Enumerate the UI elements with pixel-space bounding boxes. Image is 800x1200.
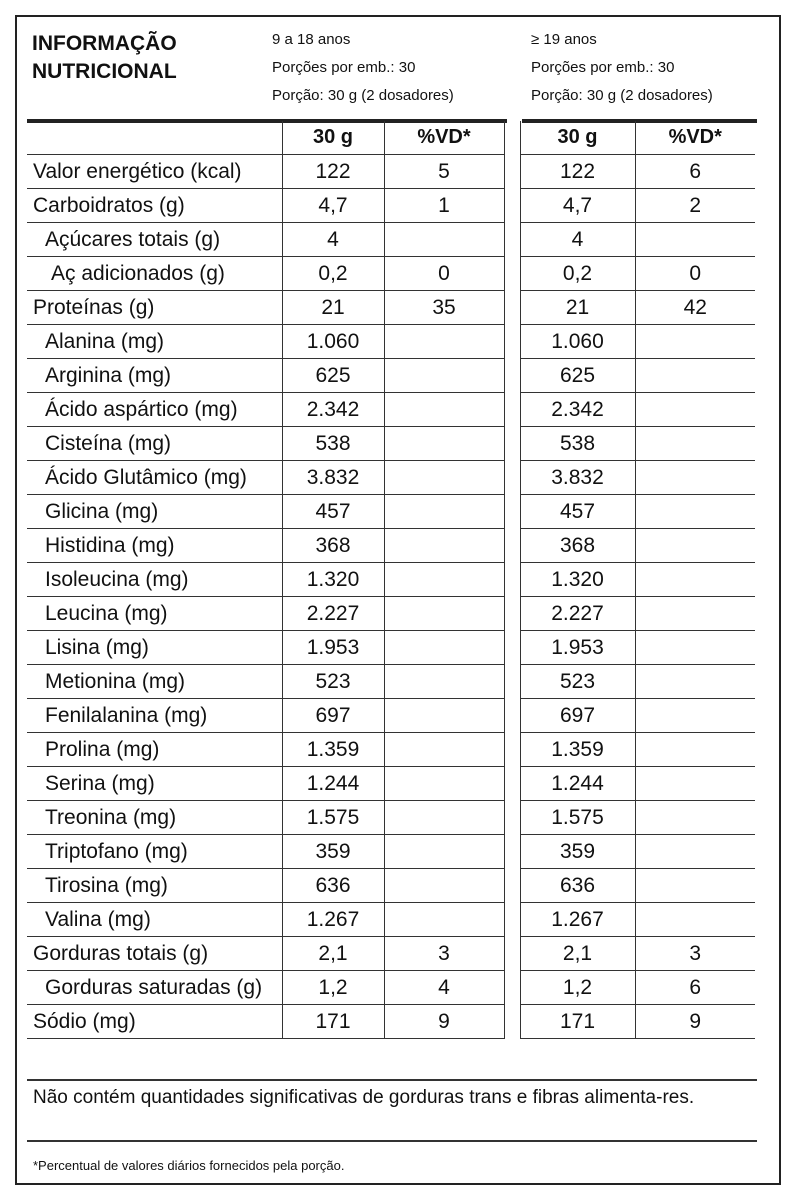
amount-group-1: 625 [282, 359, 384, 393]
amount-group-2: 4,7 [520, 189, 635, 223]
vd-group-1 [384, 461, 504, 495]
vd-group-2 [635, 665, 755, 699]
table-row [27, 971, 755, 1005]
vd-group-2 [635, 733, 755, 767]
table-row [27, 869, 755, 903]
column-gap [504, 359, 520, 393]
group-1-age: 9 a 18 anos [272, 31, 351, 48]
nutrient-label: Leucina (mg) [27, 597, 282, 631]
nutrient-label: Histidina (mg) [27, 529, 282, 563]
table-row [27, 631, 755, 665]
table-row [27, 325, 755, 359]
nutrient-label: Carboidratos (g) [27, 189, 282, 223]
vd-group-1: 9 [384, 1005, 504, 1039]
table-row [27, 495, 755, 529]
vd-group-1: 0 [384, 257, 504, 291]
vd-group-2 [635, 699, 755, 733]
vd-group-2 [635, 563, 755, 597]
amount-group-1: 0,2 [282, 257, 384, 291]
nutrient-label: Glicina (mg) [27, 495, 282, 529]
vd-group-2 [635, 427, 755, 461]
amount-group-2: 1.320 [520, 563, 635, 597]
vd-group-2 [635, 801, 755, 835]
amount-group-2: 4 [520, 223, 635, 257]
vd-group-1 [384, 529, 504, 563]
vd-group-2 [635, 495, 755, 529]
table-row [27, 767, 755, 801]
table-row [27, 223, 755, 257]
vd-group-2 [635, 767, 755, 801]
amount-group-2: 2,1 [520, 937, 635, 971]
group-1-portion: Porção: 30 g (2 dosadores) [272, 87, 454, 104]
vd-group-2: 3 [635, 937, 755, 971]
amount-group-2: 21 [520, 291, 635, 325]
amount-group-1: 457 [282, 495, 384, 529]
label-title [32, 30, 177, 86]
nutrient-label: Proteínas (g) [27, 291, 282, 325]
group-2-serving-info [531, 26, 713, 110]
amount-group-1: 2.227 [282, 597, 384, 631]
table-header-row [27, 121, 755, 155]
group-2-age: ≥ 19 anos [531, 31, 597, 48]
vd-group-2 [635, 631, 755, 665]
table-row [27, 393, 755, 427]
amount-group-1: 3.832 [282, 461, 384, 495]
column-gap [504, 1005, 520, 1039]
vd-group-1 [384, 767, 504, 801]
vd-group-2 [635, 461, 755, 495]
column-gap [504, 223, 520, 257]
table-row [27, 563, 755, 597]
table-row [27, 665, 755, 699]
amount-group-2: 171 [520, 1005, 635, 1039]
amount-group-2: 1.060 [520, 325, 635, 359]
vd-group-1 [384, 903, 504, 937]
nutrient-label: Arginina (mg) [27, 359, 282, 393]
vd-group-2: 6 [635, 155, 755, 189]
vd-group-2 [635, 869, 755, 903]
table-row [27, 1005, 755, 1039]
vd-group-1 [384, 665, 504, 699]
table-row [27, 359, 755, 393]
vd-group-1 [384, 869, 504, 903]
table-row [27, 937, 755, 971]
amount-group-1: 1.575 [282, 801, 384, 835]
column-gap [504, 393, 520, 427]
column-gap [504, 597, 520, 631]
column-gap [504, 325, 520, 359]
column-gap [504, 903, 520, 937]
nutrient-label: Tirosina (mg) [27, 869, 282, 903]
nutrient-label: Fenilalanina (mg) [27, 699, 282, 733]
table-row [27, 597, 755, 631]
vd-group-1 [384, 325, 504, 359]
group-1-servings: Porções por emb.: 30 [272, 59, 416, 76]
note-text: Não contém quantidades significativas de gorduras trans e fibras alimenta-res. [33, 1087, 695, 1108]
table-row [27, 257, 755, 291]
nutrient-label: Açúcares totais (g) [27, 223, 282, 257]
nutrient-label: Ácido Glutâmico (mg) [27, 461, 282, 495]
nutrient-label: Gorduras saturadas (g) [27, 971, 282, 1005]
vd-group-1 [384, 427, 504, 461]
header-vd-1: %VD* [384, 121, 504, 155]
vd-group-1 [384, 699, 504, 733]
amount-group-1: 538 [282, 427, 384, 461]
table-row [27, 903, 755, 937]
table-row [27, 155, 755, 189]
title-line-1: INFORMAÇÃO [32, 32, 177, 55]
amount-group-2: 538 [520, 427, 635, 461]
column-gap [504, 665, 520, 699]
vd-group-1 [384, 563, 504, 597]
column-gap [504, 495, 520, 529]
amount-group-1: 122 [282, 155, 384, 189]
vd-group-2 [635, 223, 755, 257]
vd-group-2 [635, 835, 755, 869]
nutrient-label: Triptofano (mg) [27, 835, 282, 869]
column-gap [504, 291, 520, 325]
vd-group-2 [635, 903, 755, 937]
amount-group-1: 1.244 [282, 767, 384, 801]
vd-group-1: 35 [384, 291, 504, 325]
group-1-serving-info [272, 26, 454, 110]
vd-group-2 [635, 597, 755, 631]
column-gap [504, 631, 520, 665]
amount-group-2: 1.575 [520, 801, 635, 835]
amount-group-1: 1.953 [282, 631, 384, 665]
header-label-blank [27, 121, 282, 155]
column-gap [504, 427, 520, 461]
amount-group-2: 3.832 [520, 461, 635, 495]
vd-group-1: 5 [384, 155, 504, 189]
column-gap [504, 835, 520, 869]
nutrient-label: Gorduras totais (g) [27, 937, 282, 971]
amount-group-2: 2.342 [520, 393, 635, 427]
amount-group-1: 523 [282, 665, 384, 699]
vd-group-1 [384, 597, 504, 631]
nutrient-label: Alanina (mg) [27, 325, 282, 359]
vd-group-2: 6 [635, 971, 755, 1005]
amount-group-1: 2.342 [282, 393, 384, 427]
amount-group-1: 636 [282, 869, 384, 903]
vd-group-1 [384, 835, 504, 869]
column-gap [504, 529, 520, 563]
nutrition-table [27, 121, 755, 1039]
table-body [27, 155, 755, 1039]
amount-group-1: 1.060 [282, 325, 384, 359]
nutrient-label: Lisina (mg) [27, 631, 282, 665]
nutrient-label: Valina (mg) [27, 903, 282, 937]
amount-group-1: 21 [282, 291, 384, 325]
amount-group-2: 625 [520, 359, 635, 393]
table-row [27, 427, 755, 461]
amount-group-1: 368 [282, 529, 384, 563]
table-row [27, 461, 755, 495]
vd-group-2: 9 [635, 1005, 755, 1039]
vd-group-2: 2 [635, 189, 755, 223]
amount-group-1: 1.320 [282, 563, 384, 597]
amount-group-2: 2.227 [520, 597, 635, 631]
amount-group-2: 1,2 [520, 971, 635, 1005]
vd-group-2 [635, 325, 755, 359]
amount-group-1: 697 [282, 699, 384, 733]
header-amount-2: 30 g [520, 121, 635, 155]
column-gap [504, 971, 520, 1005]
group-2-servings: Porções por emb.: 30 [531, 59, 675, 76]
vd-group-1 [384, 393, 504, 427]
nutrient-label: Prolina (mg) [27, 733, 282, 767]
vd-group-2: 0 [635, 257, 755, 291]
column-gap [504, 767, 520, 801]
table-row [27, 699, 755, 733]
amount-group-1: 171 [282, 1005, 384, 1039]
title-line-2: NUTRICIONAL [32, 60, 177, 83]
vd-group-1 [384, 631, 504, 665]
nutrient-label: Treonina (mg) [27, 801, 282, 835]
table-row [27, 529, 755, 563]
nutrient-label: Ácido aspártico (mg) [27, 393, 282, 427]
vd-group-2 [635, 359, 755, 393]
vd-group-2 [635, 529, 755, 563]
vd-group-2: 42 [635, 291, 755, 325]
column-gap [504, 461, 520, 495]
amount-group-2: 636 [520, 869, 635, 903]
column-gap [504, 563, 520, 597]
amount-group-2: 1.267 [520, 903, 635, 937]
note-rule-bottom [27, 1140, 757, 1142]
vd-group-1 [384, 801, 504, 835]
vd-group-1: 3 [384, 937, 504, 971]
amount-group-2: 1.953 [520, 631, 635, 665]
column-gap [504, 733, 520, 767]
column-gap [504, 155, 520, 189]
table-row [27, 733, 755, 767]
amount-group-2: 368 [520, 529, 635, 563]
nutrient-label: Valor energético (kcal) [27, 155, 282, 189]
column-gap [504, 189, 520, 223]
amount-group-1: 1.359 [282, 733, 384, 767]
amount-group-1: 4 [282, 223, 384, 257]
vd-group-1: 4 [384, 971, 504, 1005]
column-gap [504, 699, 520, 733]
vd-group-1: 1 [384, 189, 504, 223]
vd-group-2 [635, 393, 755, 427]
column-gap [504, 869, 520, 903]
amount-group-1: 1.267 [282, 903, 384, 937]
amount-group-2: 0,2 [520, 257, 635, 291]
column-gap [504, 257, 520, 291]
group-2-portion: Porção: 30 g (2 dosadores) [531, 87, 713, 104]
amount-group-1: 1,2 [282, 971, 384, 1005]
header-vd-2: %VD* [635, 121, 755, 155]
amount-group-1: 2,1 [282, 937, 384, 971]
nutrient-label: Cisteína (mg) [27, 427, 282, 461]
header-amount-1: 30 g [282, 121, 384, 155]
vd-group-1 [384, 223, 504, 257]
footnote: *Percentual de valores diários fornecidos pela porção. [33, 1158, 345, 1173]
amount-group-1: 359 [282, 835, 384, 869]
table-row [27, 835, 755, 869]
nutrient-label: Isoleucina (mg) [27, 563, 282, 597]
table-row [27, 801, 755, 835]
nutrient-label: Sódio (mg) [27, 1005, 282, 1039]
column-gap [504, 121, 520, 155]
nutrient-label: Aç adicionados (g) [27, 257, 282, 291]
amount-group-1: 4,7 [282, 189, 384, 223]
vd-group-1 [384, 495, 504, 529]
column-gap [504, 801, 520, 835]
amount-group-2: 1.244 [520, 767, 635, 801]
column-gap [504, 937, 520, 971]
nutrient-label: Metionina (mg) [27, 665, 282, 699]
vd-group-1 [384, 733, 504, 767]
amount-group-2: 697 [520, 699, 635, 733]
table-row [27, 189, 755, 223]
nutrient-label: Serina (mg) [27, 767, 282, 801]
vd-group-1 [384, 359, 504, 393]
amount-group-2: 457 [520, 495, 635, 529]
table-row [27, 291, 755, 325]
amount-group-2: 1.359 [520, 733, 635, 767]
amount-group-2: 523 [520, 665, 635, 699]
amount-group-2: 122 [520, 155, 635, 189]
note-rule-top [27, 1079, 757, 1081]
amount-group-2: 359 [520, 835, 635, 869]
